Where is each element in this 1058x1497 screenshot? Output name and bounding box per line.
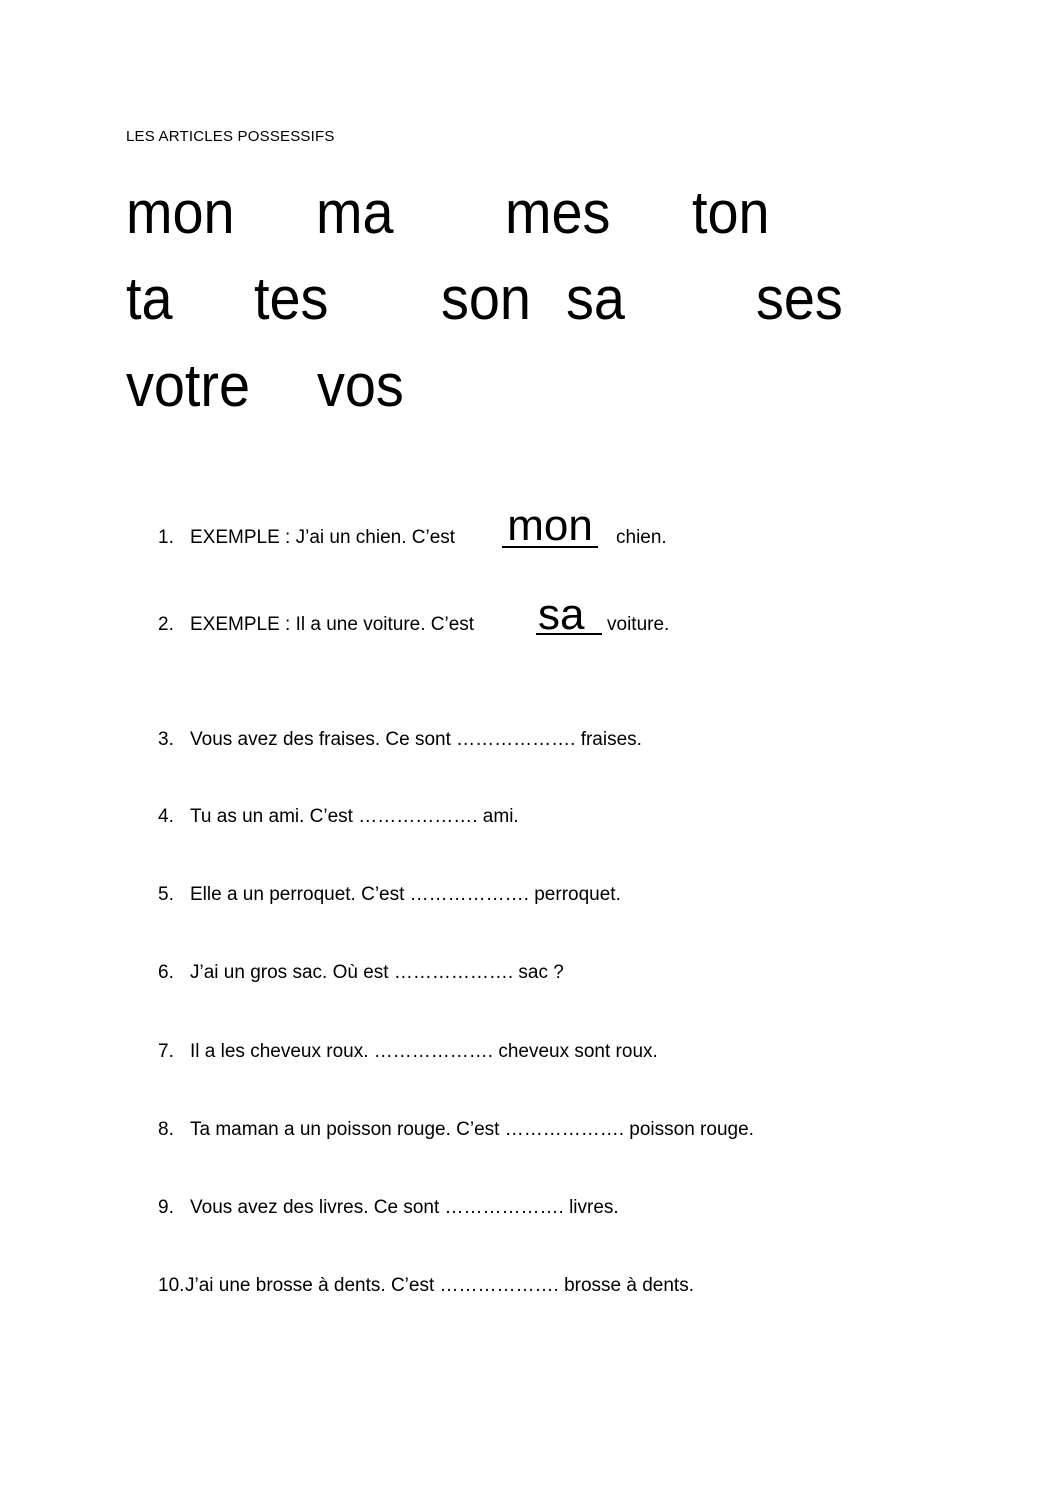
exercise-number: 5. xyxy=(158,884,174,905)
example-answer: mon xyxy=(502,506,598,548)
exercise-item xyxy=(0,613,1058,643)
exercise-number: 4. xyxy=(158,806,174,827)
example-answer: sa xyxy=(536,597,602,635)
word-ses: ses xyxy=(756,265,843,332)
exercise-text: Elle a un perroquet. C’est ………………. perroquet. xyxy=(190,884,621,905)
word-sa: sa xyxy=(566,265,625,332)
exercise-text-after: voiture. xyxy=(607,614,670,635)
exercise-number: 8. xyxy=(158,1119,174,1140)
exercise-text: Tu as un ami. C’est ………………. ami. xyxy=(190,806,519,827)
exercise-text-before: EXEMPLE : J’ai un chien. C’est xyxy=(190,527,456,548)
word-votre: votre xyxy=(126,352,251,419)
word-mon: mon xyxy=(126,179,235,246)
exercise-number: 1. xyxy=(158,527,174,548)
word-ma: ma xyxy=(316,179,394,246)
page-title: LES ARTICLES POSSESSIFS xyxy=(126,128,335,145)
word-ton: ton xyxy=(692,179,770,246)
word-tes: tes xyxy=(254,265,329,332)
exercise-number: 7. xyxy=(158,1041,174,1062)
exercise-text: J’ai une brosse à dents. C’est ………………. brosse à dents. xyxy=(185,1275,694,1296)
exercise-text-before: EXEMPLE : Il a une voiture. C’est xyxy=(190,614,475,635)
word-mes: mes xyxy=(505,179,611,246)
exercise-text: J’ai un gros sac. Où est ………………. sac ? xyxy=(190,962,564,983)
word-ta: ta xyxy=(126,265,173,332)
exercise-text: Vous avez des livres. Ce sont ………………. livres. xyxy=(190,1197,619,1218)
exercise-number: 3. xyxy=(158,729,174,750)
exercise-text: Vous avez des fraises. Ce sont ………………. fraises. xyxy=(190,729,642,750)
exercise-number: 10. xyxy=(158,1275,185,1296)
exercise-text: Il a les cheveux roux. ………………. cheveux sont roux. xyxy=(190,1041,658,1062)
exercise-text-after: chien. xyxy=(616,527,667,548)
word-son: son xyxy=(441,265,531,332)
exercise-text: Ta maman a un poisson rouge. C’est ………………. poisson rouge. xyxy=(190,1119,754,1140)
exercise-number: 6. xyxy=(158,962,174,983)
word-vos: vos xyxy=(317,352,404,419)
exercise-number: 9. xyxy=(158,1197,174,1218)
exercise-number: 2. xyxy=(158,614,174,635)
